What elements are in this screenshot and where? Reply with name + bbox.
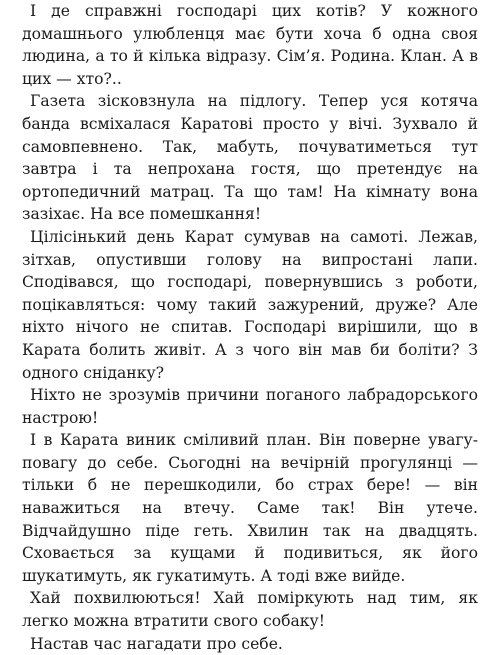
paragraph-6-text: Хай похвилюються! Хай поміркують над тим, як легко можна втратити свого собаку!	[22, 589, 478, 631]
paragraph-5	[22, 429, 478, 587]
paragraph-4	[22, 384, 478, 429]
paragraph-1-text: І де справжні господарі цих котів? У кожного домашнього	[22, 2, 478, 43]
paragraph-7-text: Настав час нагадати про себе.	[30, 634, 283, 653]
paragraph-4-text: Ніхто не зрозумів причини поганого лабрадорського настрою!	[22, 386, 478, 427]
paragraph-7	[22, 633, 478, 655]
paragraph-3	[22, 226, 478, 384]
paragraph-3-text: Цілісінький день Карат сумував на самоті. Лежав, зітхав, опустивши голову на випростані лапи. Сподівався, що господарі, повернувшись з роботи, поцікавляться: чому такий зажурений, друже? Але ніхто нічого не спитав. Господарі вирішили, що в Карата болить живіт. А з чого він мав би боліти? З одного сніданку?	[22, 227, 478, 382]
paragraph-6	[22, 587, 478, 632]
paragraph-5-text: І в Карата виник сміливий план. Він поверне увагу-повагу до себе. Сьогодні на вечірній прогулянці — тільки б не перешкодили, бо страх бере! — він наважиться на втечу. Саме так! Він утече. Відчайдушно піде геть. Хвилин так на двадцять. Сховається за кущами й подивиться, як його шукатимуть, як гукатимуть. А тоді вже вийде.	[22, 431, 478, 585]
paragraph-1b-text: улюбленця має бути хоча б одна своя людина, а то й кілька відразу. Сім’я. Родина. Клан. А в цих — хто?..	[22, 24, 478, 88]
paragraph-2	[22, 90, 478, 226]
paragraph-1	[22, 0, 478, 90]
paragraph-2-text: Газета зісковзнула на підлогу. Тепер уся котяча банда всміхалася Каратові просто у вічі. Зухвало й самовпевнено. Так, мабуть, почуватиметься тут завтра і та непрохана гостя, що претендує на ортопедичний матрац. Та що там! На кімнату вона зазіхає. На все помешкання!	[22, 92, 478, 224]
text-page	[22, 0, 478, 655]
